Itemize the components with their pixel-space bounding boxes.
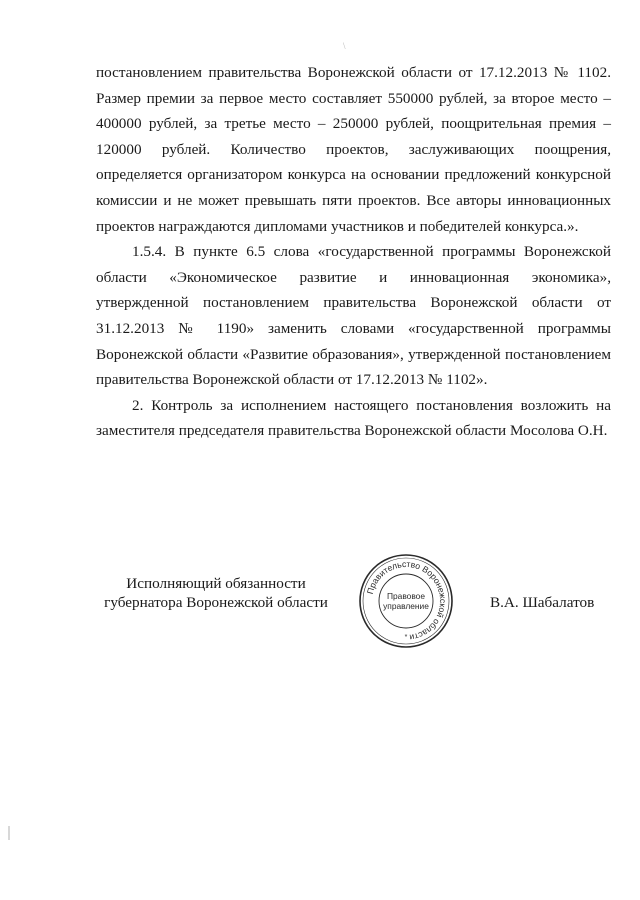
page-mark: \ xyxy=(343,41,346,51)
stamp-star: * xyxy=(404,634,408,641)
signature-block xyxy=(0,574,640,654)
signatory-title-line-2: губернатора Воронежской области xyxy=(104,594,328,611)
document-body xyxy=(96,60,611,444)
stamp-center-line-2: управление xyxy=(383,601,429,611)
stamp-center-line-1: Правовое xyxy=(386,591,426,601)
legal-department-stamp xyxy=(358,553,454,649)
stamp-ring-text: Правительство Воронежской области xyxy=(364,558,449,643)
paragraph-control: 2. Контроль за исполнением настоящего постановления возложить на заместителя председателя правительства Воронежской области Мосолова О.Н. xyxy=(96,396,611,440)
signatory-title-line-1: Исполняющий обязанности xyxy=(126,575,306,592)
scan-edge-mark xyxy=(8,826,10,840)
paragraph-prize-amounts: постановлением правительства Воронежской области от 17.12.2013 № 1102. Размер премии за первое место составляет 550000 рублей, за второе место – 400000 рублей, за третье место – 250000 рублей, поощрительная премия – 120000 рублей. Количество проектов, заслуживающих поощрения, определяется организатором конкурса на основании предложений конкурсной комиссии и не может превышать пяти проектов. Все авторы инновационных проектов награждаются дипломами участников и победителей конкурса.». xyxy=(96,64,611,235)
signatory-name: В.А. Шабалатов xyxy=(490,594,595,611)
signatory-title xyxy=(96,574,336,612)
paragraph-item-1-5-4: 1.5.4. В пункте 6.5 слова «государственной программы Воронежской области «Экономическое развитие и инновационная экономика», утвержденной постановлением правительства Воронежской области от 31.12.2013 № 1190» заменить словами «государственной программы Воронежской области «Развитие образования», утвержденной постановлением правительства Воронежской области от 17.12.2013 № 1102». xyxy=(96,243,611,389)
